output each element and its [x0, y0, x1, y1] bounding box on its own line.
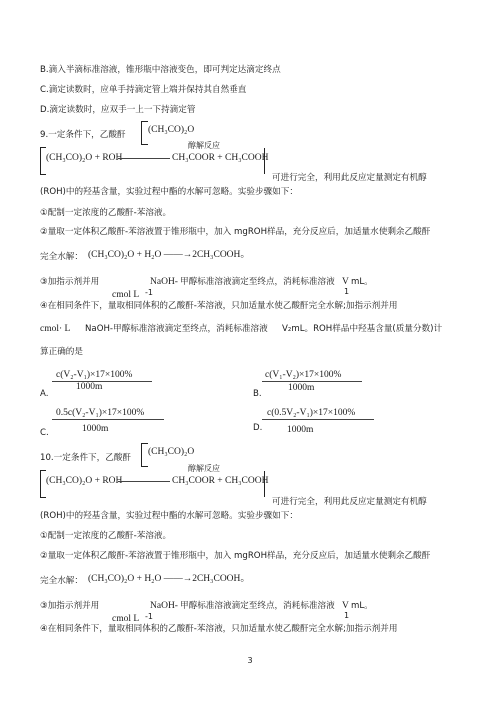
q9-option-a-label: A. — [40, 389, 49, 399]
q9-step4-cont-c: V₂mL。ROH样品中羟基含量(质量分数)计 — [282, 324, 443, 334]
q10-step3-sub: 1 — [344, 611, 350, 620]
q9-step4-cont-b: NaOH-甲醇标准溶液滴定至终点，消耗标准溶液 — [85, 324, 268, 334]
q9-reaction-bracket-right — [264, 148, 265, 174]
q10-step2-cont: 完全水解： — [40, 576, 83, 586]
q10-step3-c: 甲醇标准溶液滴定至终点，消耗标准溶液 — [180, 601, 335, 611]
q10-step3-d: V — [342, 601, 349, 611]
q10-reaction-right: CH₃COOR + CH₃COOH — [172, 476, 269, 486]
q10-step4: ④在相同条件下，量取相同体积的乙酸酐-苯溶液，只加适量水使乙酸酐完全水解;加指示剂并用 — [40, 624, 398, 634]
q9-step1: ①配制一定浓度的乙酸酐-苯溶液。 — [40, 208, 172, 218]
q9-stem: 9.一定条件下，乙酸酐 — [40, 130, 126, 140]
q9-option-a-denominator: 1000m — [76, 382, 103, 392]
q9-question: 算正确的是 — [40, 347, 83, 357]
q9-reaction-right: CH₃COOR + CH₃COOH — [172, 153, 269, 163]
q9-option-d-denominator: 1000m — [287, 425, 314, 435]
q9-option-d-numerator: c(0.5V₂-V₁)×17×100% — [267, 408, 356, 418]
q9-option-c-denominator: 1000m — [82, 424, 109, 434]
q8-option-c: C.滴定读数时，应单手持滴定管上端并保持其自然垂直 — [40, 85, 247, 95]
q9-reaction-label: 醇解反应 — [188, 141, 220, 150]
q10-anhydride: (CH₃CO)₂O — [148, 447, 195, 457]
q9-reaction-arrow — [118, 158, 170, 159]
q10-step3-a: ③加指示剂并用 — [40, 601, 100, 611]
q9-step2: ②量取一定体积乙酸酐-苯溶液置于锥形瓶中，加入 mgROH样品，充分反应后，加适量水使剩余乙酸酐 — [40, 227, 431, 237]
q10-step3-b: NaOH- — [150, 601, 178, 611]
q9-option-a-numerator: c(V₂-V₁)×17×100% — [56, 370, 133, 380]
q8-option-b: B.滴入半滴标准溶液，锥形瓶中溶液变色，即可判定达滴定终点 — [40, 65, 281, 75]
q9-option-b-label: B. — [253, 389, 262, 399]
q10-step3-e: mL。 — [351, 601, 373, 611]
q9-option-c-fraction-bar — [52, 419, 164, 420]
q9-option-c-label: C. — [40, 428, 49, 438]
q9-step3-e: mL。 — [351, 277, 373, 287]
q9-step2-cont: 完全水解： — [40, 252, 83, 262]
q10-step2: ②量取一定体积乙酸酐-苯溶液置于锥形瓶中，加入 mgROH样品，充分反应后，加适量水使剩余乙酸酐 — [40, 551, 431, 561]
q9-option-d-fraction-bar — [262, 419, 374, 420]
q9-step3-b: NaOH- — [150, 277, 178, 287]
q10-step1: ①配制一定浓度的乙酸酐-苯溶液。 — [40, 531, 172, 541]
q10-hydrolysis-equation: (CH₃CO)₂O + H₂O ——→2CH₃COOH。 — [88, 574, 250, 584]
q9-step3-sub: 1 — [344, 287, 350, 296]
q9-option-b-denominator: 1000m — [288, 383, 315, 393]
q10-intro-line2: (ROH)中的羟基含量，实验过程中酯的水解可忽略。实验步骤如下： — [40, 511, 298, 521]
q9-anhydride: (CH₃CO)₂O — [148, 125, 195, 135]
q9-reaction-note: 可进行完全，利用此反应定量测定有机醇 — [272, 173, 427, 183]
q10-reaction-label: 醇解反应 — [188, 464, 220, 473]
q9-option-c-numerator: 0.5c(V₂-V₁)×17×100% — [56, 408, 145, 418]
page-number: 3 — [247, 656, 253, 665]
q9-option-b-numerator: c(V₁-V₂)×17×100% — [265, 370, 342, 380]
q9-conc-unit: cmol L — [112, 290, 140, 300]
q9-hydrolysis-equation: (CH₃CO)₂O + H₂O ——→2CH₃COOH。 — [88, 250, 250, 260]
q9-reaction-left: (CH₃CO)₂O + ROH — [46, 153, 123, 163]
q9-conc-exp: -1 — [145, 288, 153, 297]
q10-reaction-left: (CH₃CO)₂O + ROH — [46, 476, 123, 486]
q9-step4: ④在相同条件下，量取相同体积的乙酸酐-苯溶液，只加适量水使乙酸酐完全水解;加指示剂并用 — [40, 301, 398, 311]
q10-reaction-note: 可进行完全，利用此反应定量测定有机醇 — [272, 497, 427, 507]
q9-intro-line2: (ROH)中的羟基含量，实验过程中酯的水解可忽略。实验步骤如下： — [40, 187, 298, 197]
q9-step4-cont-a: cmol· L — [40, 324, 71, 334]
q9-option-d-label: D. — [253, 423, 263, 433]
q10-stem: 10.一定条件下，乙酸酐 — [40, 453, 132, 463]
q10-anhydride-bracket — [141, 443, 148, 467]
q10-conc-exp: -1 — [145, 612, 153, 621]
q9-anhydride-bracket — [141, 121, 148, 145]
q10-reaction-bracket-right — [264, 471, 265, 497]
q10-reaction-arrow — [118, 481, 170, 482]
q9-step3-a: ③加指示剂并用 — [40, 277, 100, 287]
q10-conc-unit: cmol L — [112, 614, 140, 624]
q8-option-d: D.滴定读数时，应双手一上一下持滴定管 — [40, 105, 196, 115]
q9-step3-d: V — [342, 277, 349, 287]
q9-step3-c: 甲醇标准溶液滴定至终点，消耗标准溶液 — [180, 277, 335, 287]
